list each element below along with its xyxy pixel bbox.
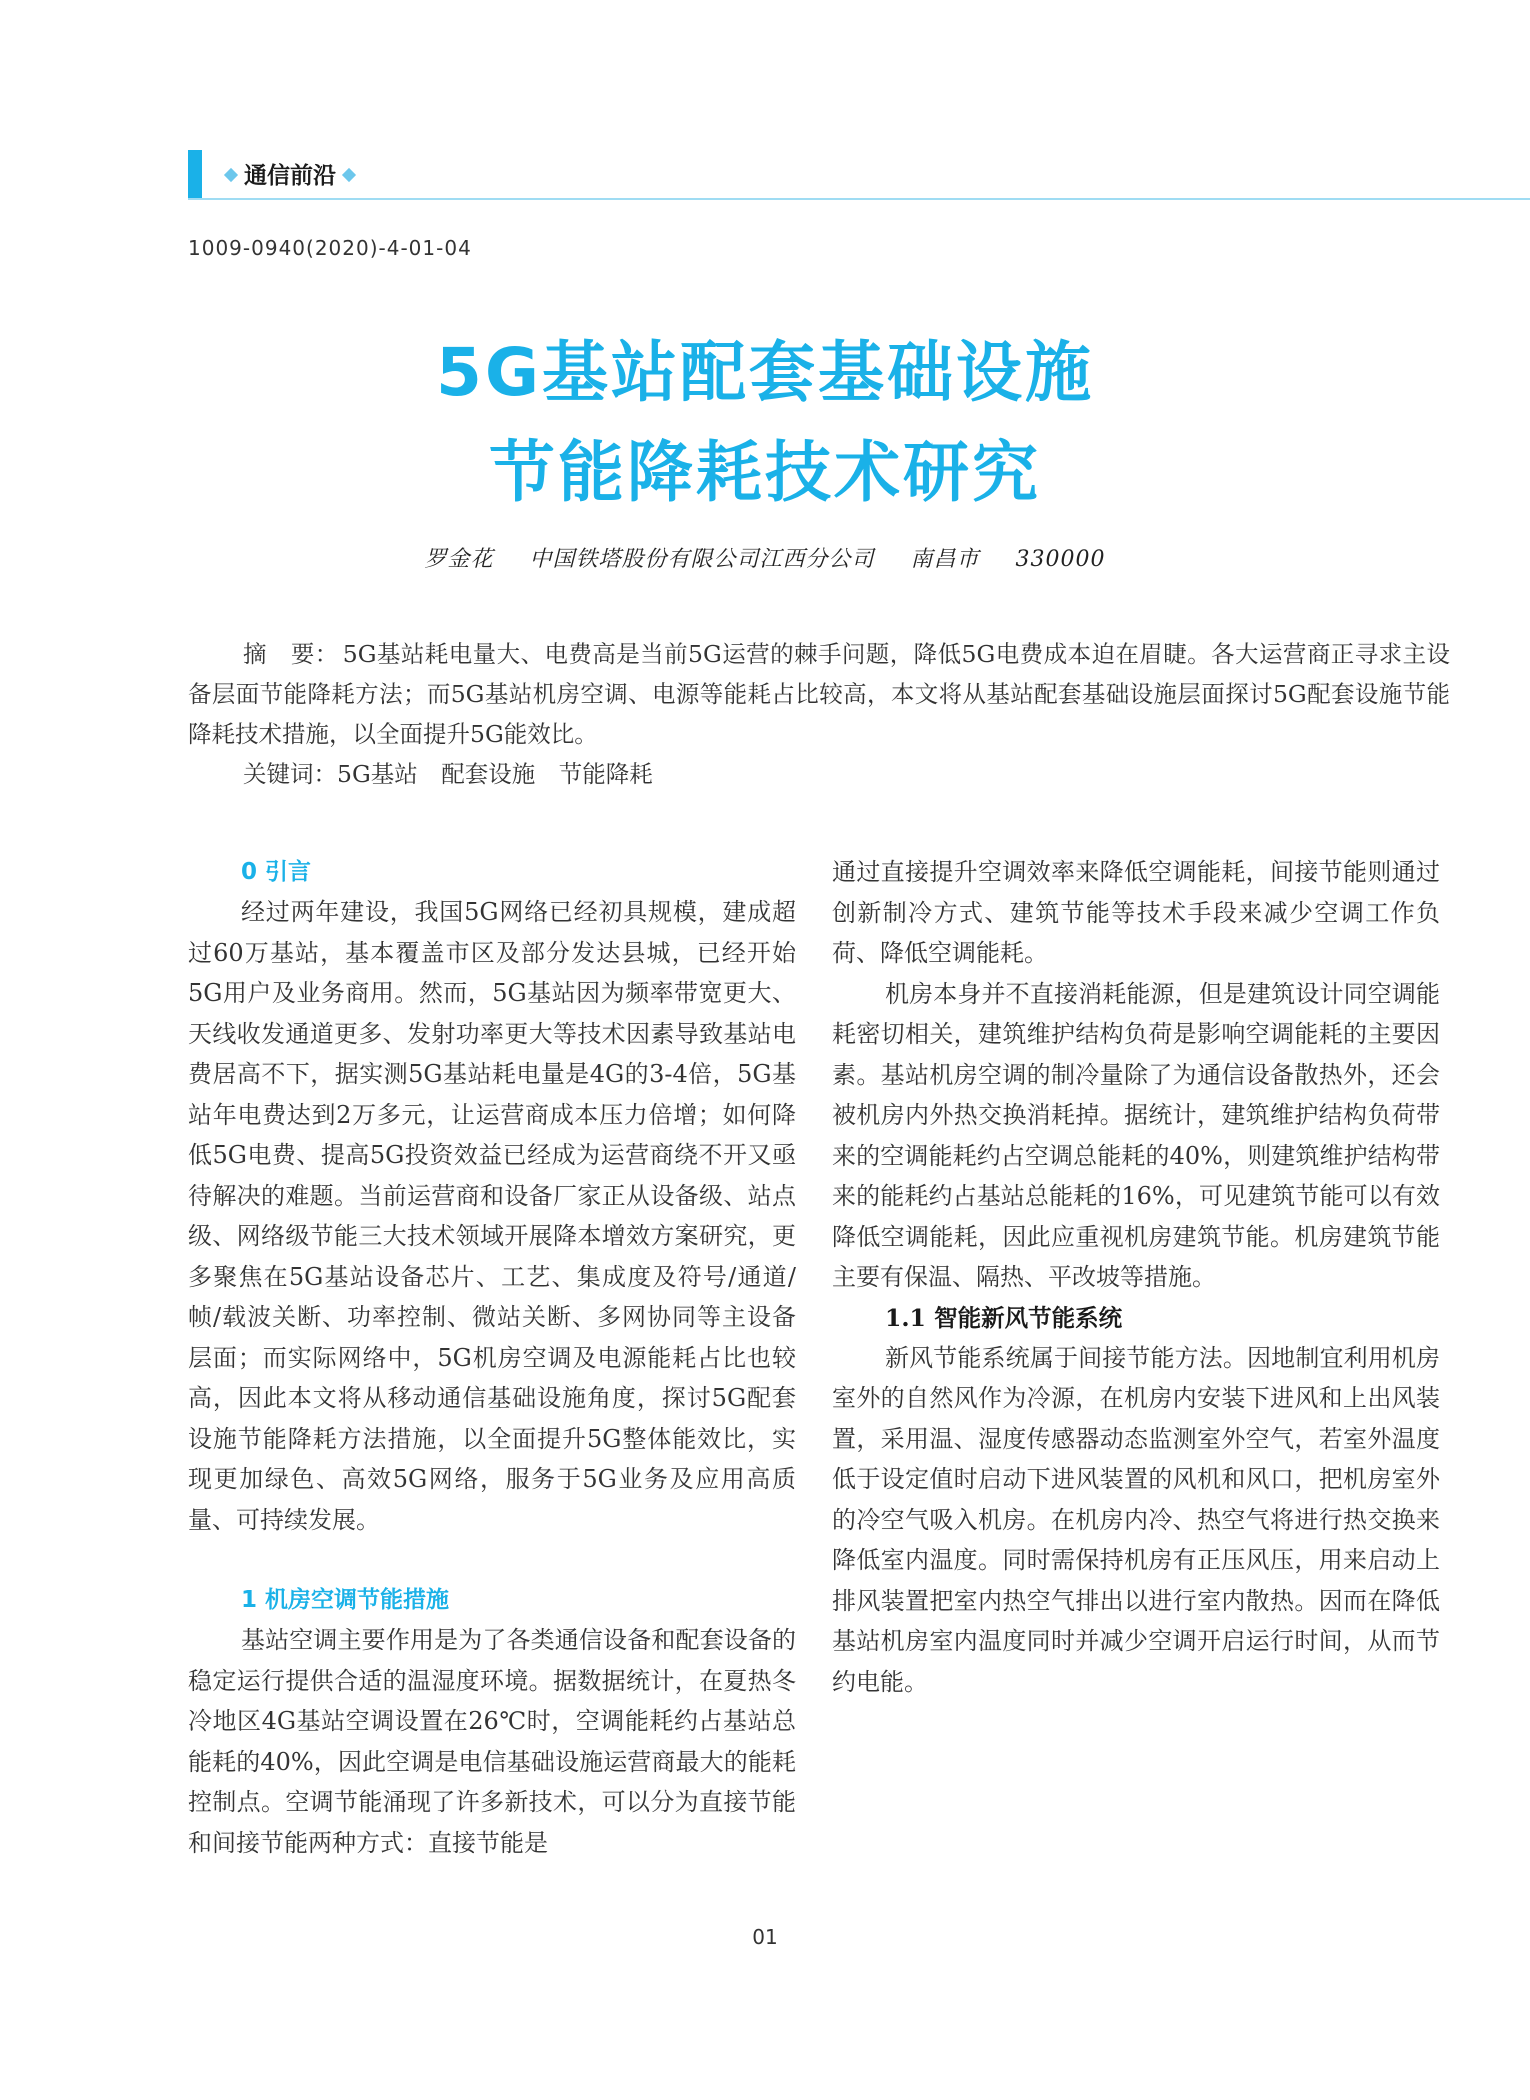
keywords-text: 5G基站 配套设施 节能降耗 xyxy=(337,760,653,788)
header-accent-bar xyxy=(188,150,202,200)
section-0-paragraph: 经过两年建设，我国5G网络已经初具规模，建成超过60万基站，基本覆盖市区及部分发达县城，已经开始5G用户及业务商用。然而，5G基站因为频率带宽更大、天线收发通道更多、发射功率更大等技术因素导致基站电费居高不下，据实测5G基站耗电量是4G的3-4倍，5G基站年电费达到2万多元，让运营商成本压力倍增；如何降低5G电费、提高5G投资效益已经成为运营商绕不开又亟待解决的难题。当前运营商和设备厂家正从设备级、站点级、网络级节能三大技术领域开展降本增效方案研究，更多聚焦在5G基站设备芯片、工艺、集成度及符号/通道/帧/载波关断、功率控制、微站关断、多网协同等主设备层面；而实际网络中，5G机房空调及电源能耗占比也较高，因此本文将从移动通信基础设施角度，探讨5G配套设施节能降耗方法措施，以全面提升5G整体能效比，实现更加绿色、高效5G网络，服务于5G业务及应用高质量、可持续发展。 xyxy=(188,898,796,1534)
abstract-text: 5G基站耗电量大、电费高是当前5G运营的棘手问题，降低5G电费成本迫在眉睫。各大运营商正寻求主设备层面节能降耗方法；而5G基站机房空调、电源等能耗占比较高，本文将从基站配套基础设施层面探讨5G配套设施节能降耗技术措施，以全面提升5G能效比。 xyxy=(188,640,1451,748)
keywords-paragraph xyxy=(188,754,1450,794)
diamond-icon xyxy=(224,168,238,182)
document-code: 1009-0940(2020)-4-01-04 xyxy=(188,236,472,260)
section-label xyxy=(218,160,362,192)
subsection-1-1-heading: 1.1 智能新风节能系统 xyxy=(885,1303,1123,1332)
section-1-heading: 1 机房空调节能措施 xyxy=(241,1587,450,1613)
building-paragraph: 机房本身并不直接消耗能源，但是建筑设计同空调能耗密切相关，建筑维护结构负荷是影响空调能耗的主要因素。基站机房空调的制冷量除了为通信设备散热外，还会被机房内外热交换消耗掉。据统计，建筑维护结构负荷带来的空调能耗约占空调总能耗的40%，则建筑维护结构带来的能耗约占基站总能耗的16%，可见建筑节能可以有效降低空调能耗，因此应重视机房建筑节能。机房建筑节能主要有保温、隔热、平改坡等措施。 xyxy=(832,979,1440,1291)
page-number: 01 xyxy=(752,1925,778,1949)
author-affiliation: 中国铁塔股份有限公司江西分公司 xyxy=(529,547,875,572)
title-line-2: 节能降耗技术研究 xyxy=(489,434,1041,511)
section-1-paragraph: 基站空调主要作用是为了各类通信设备和配套设备的稳定运行提供合适的温湿度环境。据数据统计，在夏热冬冷地区4G基站空调设置在26℃时，空调能耗约占基站总能耗的40%，因此空调是电信基础设施运营商最大的能耗控制点。空调节能涌现了许多新技术，可以分为直接节能和间接节能两种方式：直接节能是 xyxy=(188,1626,796,1857)
keywords-label: 关键词： xyxy=(243,760,337,788)
left-column xyxy=(188,852,796,1863)
section-label-text: 通信前沿 xyxy=(244,163,336,189)
abstract-label: 摘 要： xyxy=(243,640,339,668)
diamond-icon xyxy=(342,168,356,182)
continued-paragraph: 通过直接提升空调效率来降低空调能耗，间接节能则通过创新制冷方式、建筑节能等技术手段来减少空调工作负荷、降低空调能耗。 xyxy=(832,858,1440,967)
abstract-paragraph xyxy=(188,634,1450,754)
header-rule xyxy=(188,198,1530,200)
author-line xyxy=(0,542,1530,573)
author-name: 罗金花 xyxy=(424,547,494,572)
right-column xyxy=(832,852,1440,1702)
section-spacer xyxy=(188,1540,796,1580)
title-line-1: 5G基站配套基础设施 xyxy=(435,334,1095,411)
abstract xyxy=(188,634,1450,794)
author-city: 南昌市 xyxy=(910,547,980,572)
fresh-air-paragraph: 新风节能系统属于间接节能方法。因地制宜利用机房室外的自然风作为冷源，在机房内安装下进风和上出风装置，采用温、湿度传感器动态监测室外空气，若室外温度低于设定值时启动下进风装置的风机和风口，把机房室外的冷空气吸入机房。在机房内冷、热空气将进行热交换来降低室内温度。同时需保持机房有正压风压，用来启动上排风装置把室内热空气排出以进行室内散热。因而在降低基站机房室内温度同时并减少空调开启运行时间，从而节约电能。 xyxy=(832,1343,1440,1696)
section-0-heading: 0 引言 xyxy=(241,859,312,885)
author-postcode: 330000 xyxy=(1015,547,1106,572)
